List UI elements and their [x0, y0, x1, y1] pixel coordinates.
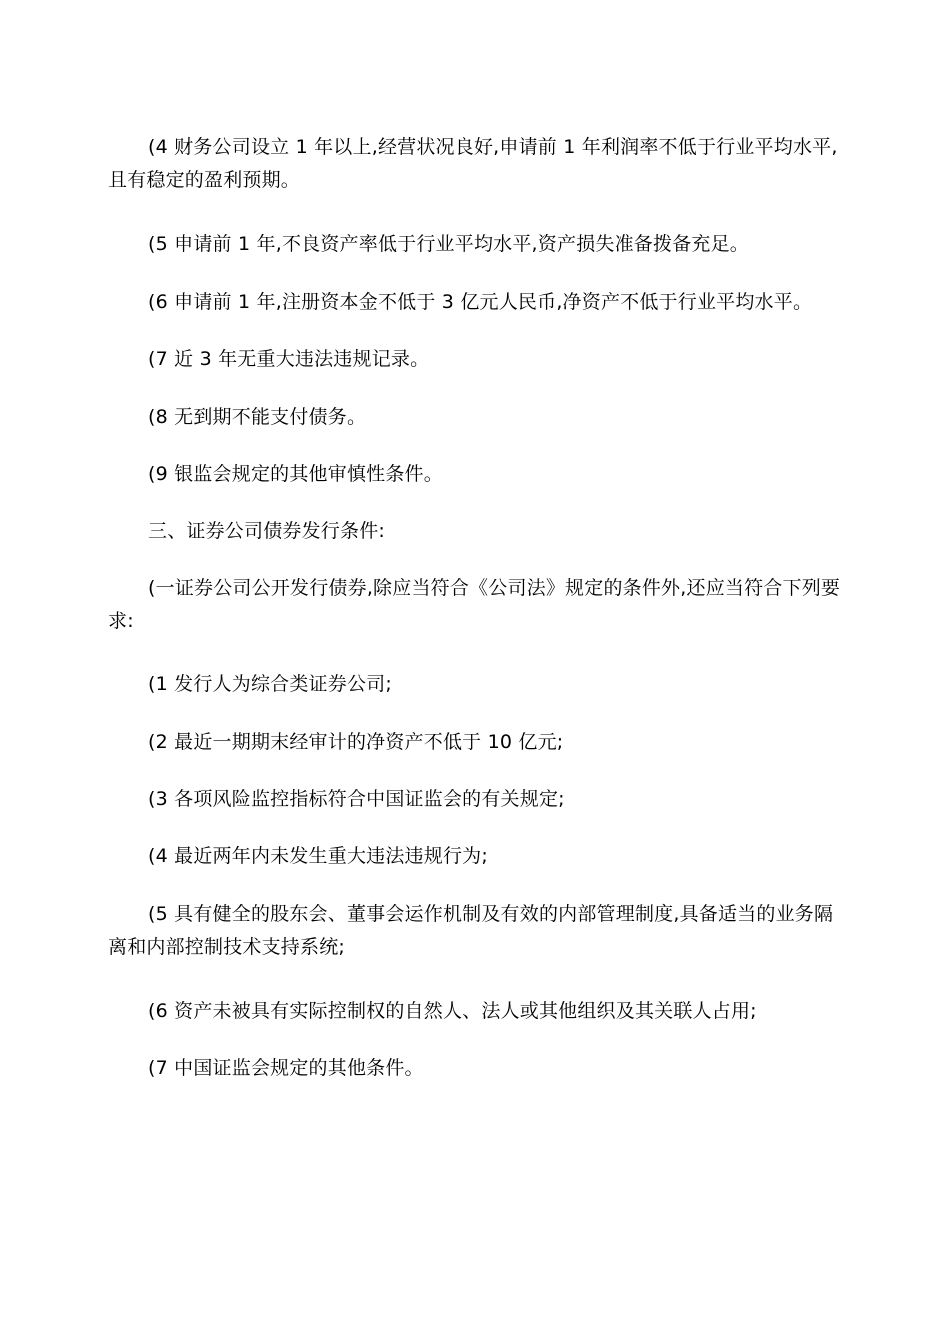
paragraph-securities-3: (3 各项风险监控指标符合中国证监会的有关规定; [148, 788, 565, 810]
paragraph-securities-7: (7 中国证监会规定的其他条件。 [148, 1057, 424, 1079]
paragraph-securities-6: (6 资产未被具有实际控制权的自然人、法人或其他组织及其关联人占用; [148, 1000, 757, 1022]
paragraph-finance-7: (7 近 3 年无重大违法违规记录。 [148, 348, 430, 370]
paragraph-securities-intro: (一证券公司公开发行债券,除应当符合《公司法》规定的条件外,还应当符合下列要求: [108, 577, 841, 632]
paragraph-finance-5: (5 申请前 1 年,不良资产率低于行业平均水平,资产损失准备拨备充足。 [148, 233, 749, 255]
paragraph-securities-2: (2 最近一期期末经审计的净资产不低于 10 亿元; [148, 731, 564, 753]
paragraph-securities-5: (5 具有健全的股东会、董事会运作机制及有效的内部管理制度,具备适当的业务隔离和内部控制技术支持系统; [108, 903, 834, 958]
paragraph-securities-1: (1 发行人为综合类证券公司; [148, 673, 392, 695]
paragraph-securities-4: (4 最近两年内未发生重大违法违规行为; [148, 845, 488, 867]
paragraph-finance-6: (6 申请前 1 年,注册资本金不低于 3 亿元人民币,净资产不低于行业平均水平。 [148, 291, 813, 313]
paragraph-finance-4: (4 财务公司设立 1 年以上,经营状况良好,申请前 1 年利润率不低于行业平均水平,且有稳定的盈利预期。 [108, 136, 838, 191]
paragraph-finance-8: (8 无到期不能支付债务。 [148, 406, 367, 428]
section-heading-securities: 三、证券公司债券发行条件: [148, 520, 386, 542]
paragraph-finance-9: (9 银监会规定的其他审慎性条件。 [148, 463, 443, 485]
